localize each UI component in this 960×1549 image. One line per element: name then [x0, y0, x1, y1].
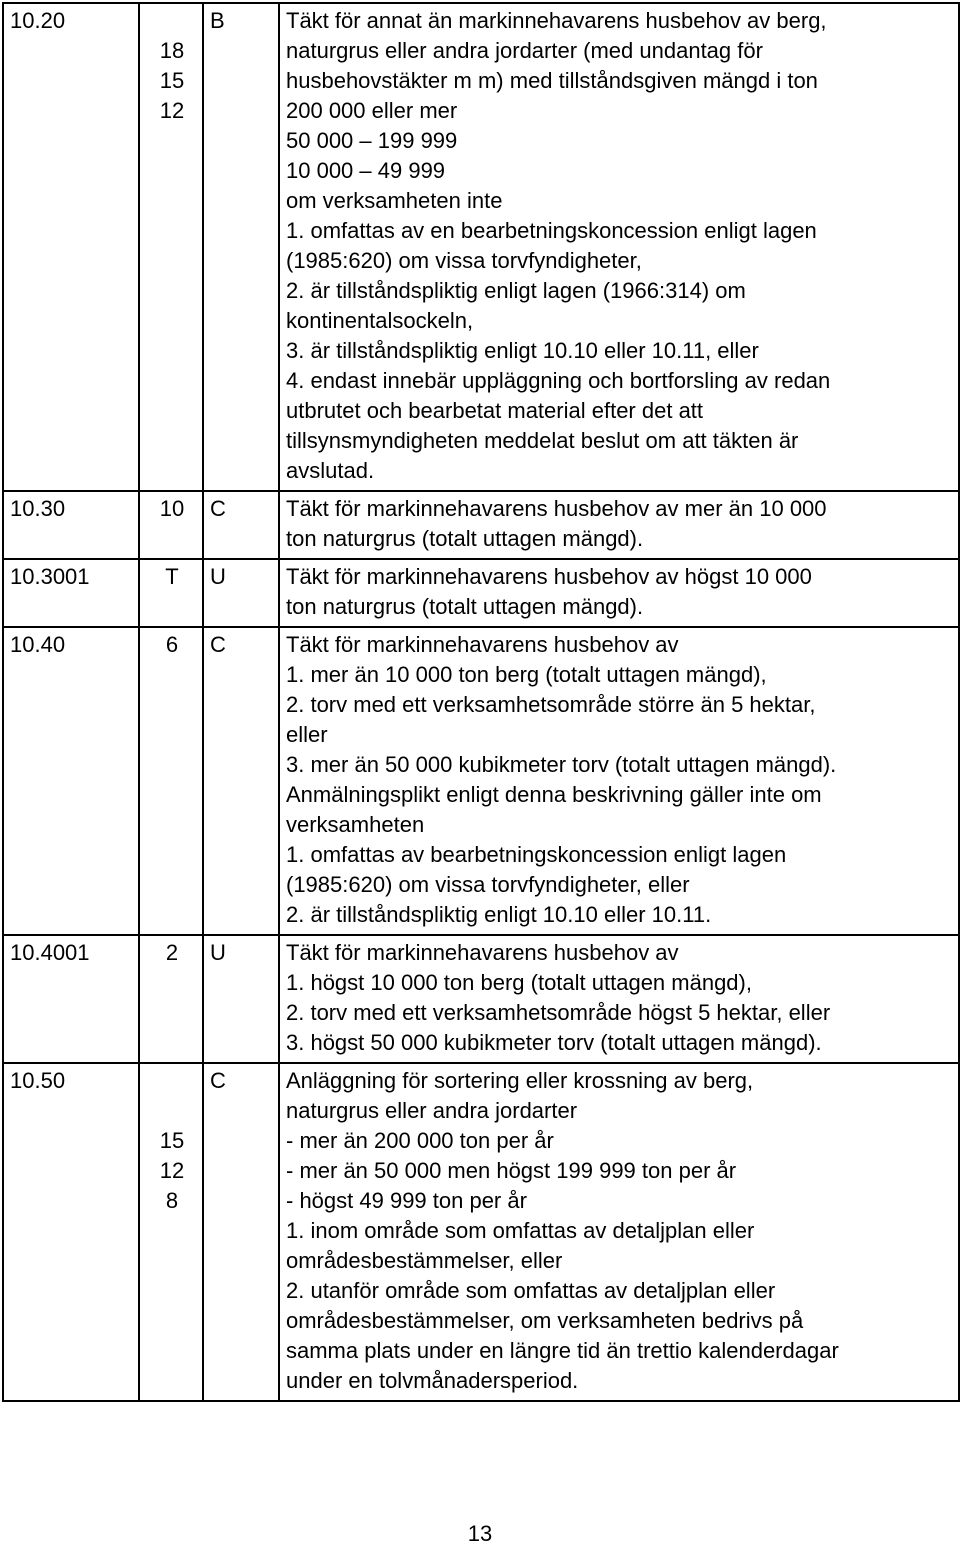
description-line: verksamheten [286, 812, 425, 837]
description-cell [279, 627, 959, 935]
description-line: Täkt för annat än markinnehavarens husbehov av berg, [286, 8, 827, 33]
table-row [3, 935, 959, 1063]
description-line: 1. omfattas av bearbetningskoncession enligt lagen [286, 842, 787, 867]
description-line: 2. torv med ett verksamhetsområde högst 5 hektar, eller [286, 1000, 831, 1025]
kind-cell: B [203, 3, 279, 491]
class-value: 12 [159, 1158, 185, 1183]
table-row [3, 1063, 959, 1401]
activity-code: 10.3001 [3, 559, 139, 627]
description-line: kontinentalsockeln, [286, 308, 474, 333]
description-line: eller [286, 722, 328, 747]
kind-cell: C [203, 491, 279, 559]
description-line: naturgrus eller andra jordarter [286, 1098, 578, 1123]
activity-code: 10.4001 [3, 935, 139, 1063]
description-line: 1. högst 10 000 ton berg (totalt uttagen mängd), [286, 970, 752, 995]
description-line: 1. mer än 10 000 ton berg (totalt uttagen mängd), [286, 662, 767, 687]
class-value: 15 [159, 1128, 185, 1153]
table-row [3, 627, 959, 935]
description-line: avslutad. [286, 458, 375, 483]
class-cell [139, 3, 203, 491]
description-line: 1. omfattas av en bearbetningskoncession enligt lagen [286, 218, 817, 243]
description-cell [279, 1063, 959, 1401]
description-cell [279, 491, 959, 559]
class-value: 8 [165, 1188, 179, 1213]
description-line: Anmälningsplikt enligt denna beskrivning gäller inte om [286, 782, 822, 807]
class-cell: 2 [139, 935, 203, 1063]
description-line: 4. endast innebär uppläggning och bortforsling av redan [286, 368, 831, 393]
kind-cell: U [203, 935, 279, 1063]
description-line: (1985:620) om vissa torvfyndigheter, [286, 248, 642, 273]
description-line: Täkt för markinnehavarens husbehov av [286, 940, 679, 965]
description-line: om verksamheten inte [286, 188, 503, 213]
description-line: 1. inom område som omfattas av detaljplan eller [286, 1218, 755, 1243]
class-value: 15 [159, 68, 185, 93]
description-line: samma plats under en längre tid än trettio kalenderdagar [286, 1338, 839, 1363]
description-line: under en tolvmånadersperiod. [286, 1368, 579, 1393]
kind-cell: C [203, 627, 279, 935]
description-line: Täkt för markinnehavarens husbehov av [286, 632, 679, 657]
description-line: naturgrus eller andra jordarter (med undantag för [286, 38, 763, 63]
description-line: - mer än 200 000 ton per år [286, 1128, 554, 1153]
description-line: områdesbestämmelser, om verksamheten bedrivs på [286, 1308, 804, 1333]
description-line: områdesbestämmelser, eller [286, 1248, 563, 1273]
class-value: 18 [159, 38, 185, 63]
description-line: Täkt för markinnehavarens husbehov av högst 10 000 [286, 564, 812, 589]
activity-code: 10.40 [3, 627, 139, 935]
class-cell: 6 [139, 627, 203, 935]
description-cell [279, 935, 959, 1063]
table-row [3, 3, 959, 491]
description-line: husbehovstäkter m m) med tillståndsgiven mängd i ton [286, 68, 818, 93]
activity-table [2, 2, 960, 1402]
description-line: 2. är tillståndspliktig enligt lagen (1966:314) om [286, 278, 746, 303]
description-cell [279, 3, 959, 491]
description-line: Anläggning för sortering eller krossning av berg, [286, 1068, 754, 1093]
class-value: 12 [159, 98, 185, 123]
description-line: 3. mer än 50 000 kubikmeter torv (totalt uttagen mängd). [286, 752, 837, 777]
kind-cell: U [203, 559, 279, 627]
description-line: Täkt för markinnehavarens husbehov av mer än 10 000 [286, 496, 827, 521]
description-line: ton naturgrus (totalt uttagen mängd). [286, 594, 644, 619]
description-line: 2. är tillståndspliktig enligt 10.10 eller 10.11. [286, 902, 712, 927]
description-line: - mer än 50 000 men högst 199 999 ton per år [286, 1158, 737, 1183]
description-line: - högst 49 999 ton per år [286, 1188, 527, 1213]
description-line: tillsynsmyndigheten meddelat beslut om att täkten är [286, 428, 799, 453]
class-cell: T [139, 559, 203, 627]
description-line: 200 000 eller mer [286, 98, 458, 123]
description-line: ton naturgrus (totalt uttagen mängd). [286, 526, 644, 551]
description-line: 10 000 – 49 999 [286, 158, 446, 183]
description-cell [279, 559, 959, 627]
description-line: 2. torv med ett verksamhetsområde större än 5 hektar, [286, 692, 816, 717]
description-line: 50 000 – 199 999 [286, 128, 458, 153]
description-line: 3. är tillståndspliktig enligt 10.10 eller 10.11, eller [286, 338, 759, 363]
description-line: 2. utanför område som omfattas av detaljplan eller [286, 1278, 776, 1303]
kind-cell: C [203, 1063, 279, 1401]
table-row [3, 559, 959, 627]
page-number: 13 [467, 1521, 493, 1546]
description-line: utbrutet och bearbetat material efter det att [286, 398, 704, 423]
description-line: (1985:620) om vissa torvfyndigheter, eller [286, 872, 690, 897]
class-cell [139, 1063, 203, 1401]
activity-code: 10.20 [3, 3, 139, 491]
activity-code: 10.50 [3, 1063, 139, 1401]
activity-code: 10.30 [3, 491, 139, 559]
description-line: 3. högst 50 000 kubikmeter torv (totalt uttagen mängd). [286, 1030, 822, 1055]
table-row [3, 491, 959, 559]
class-cell: 10 [139, 491, 203, 559]
